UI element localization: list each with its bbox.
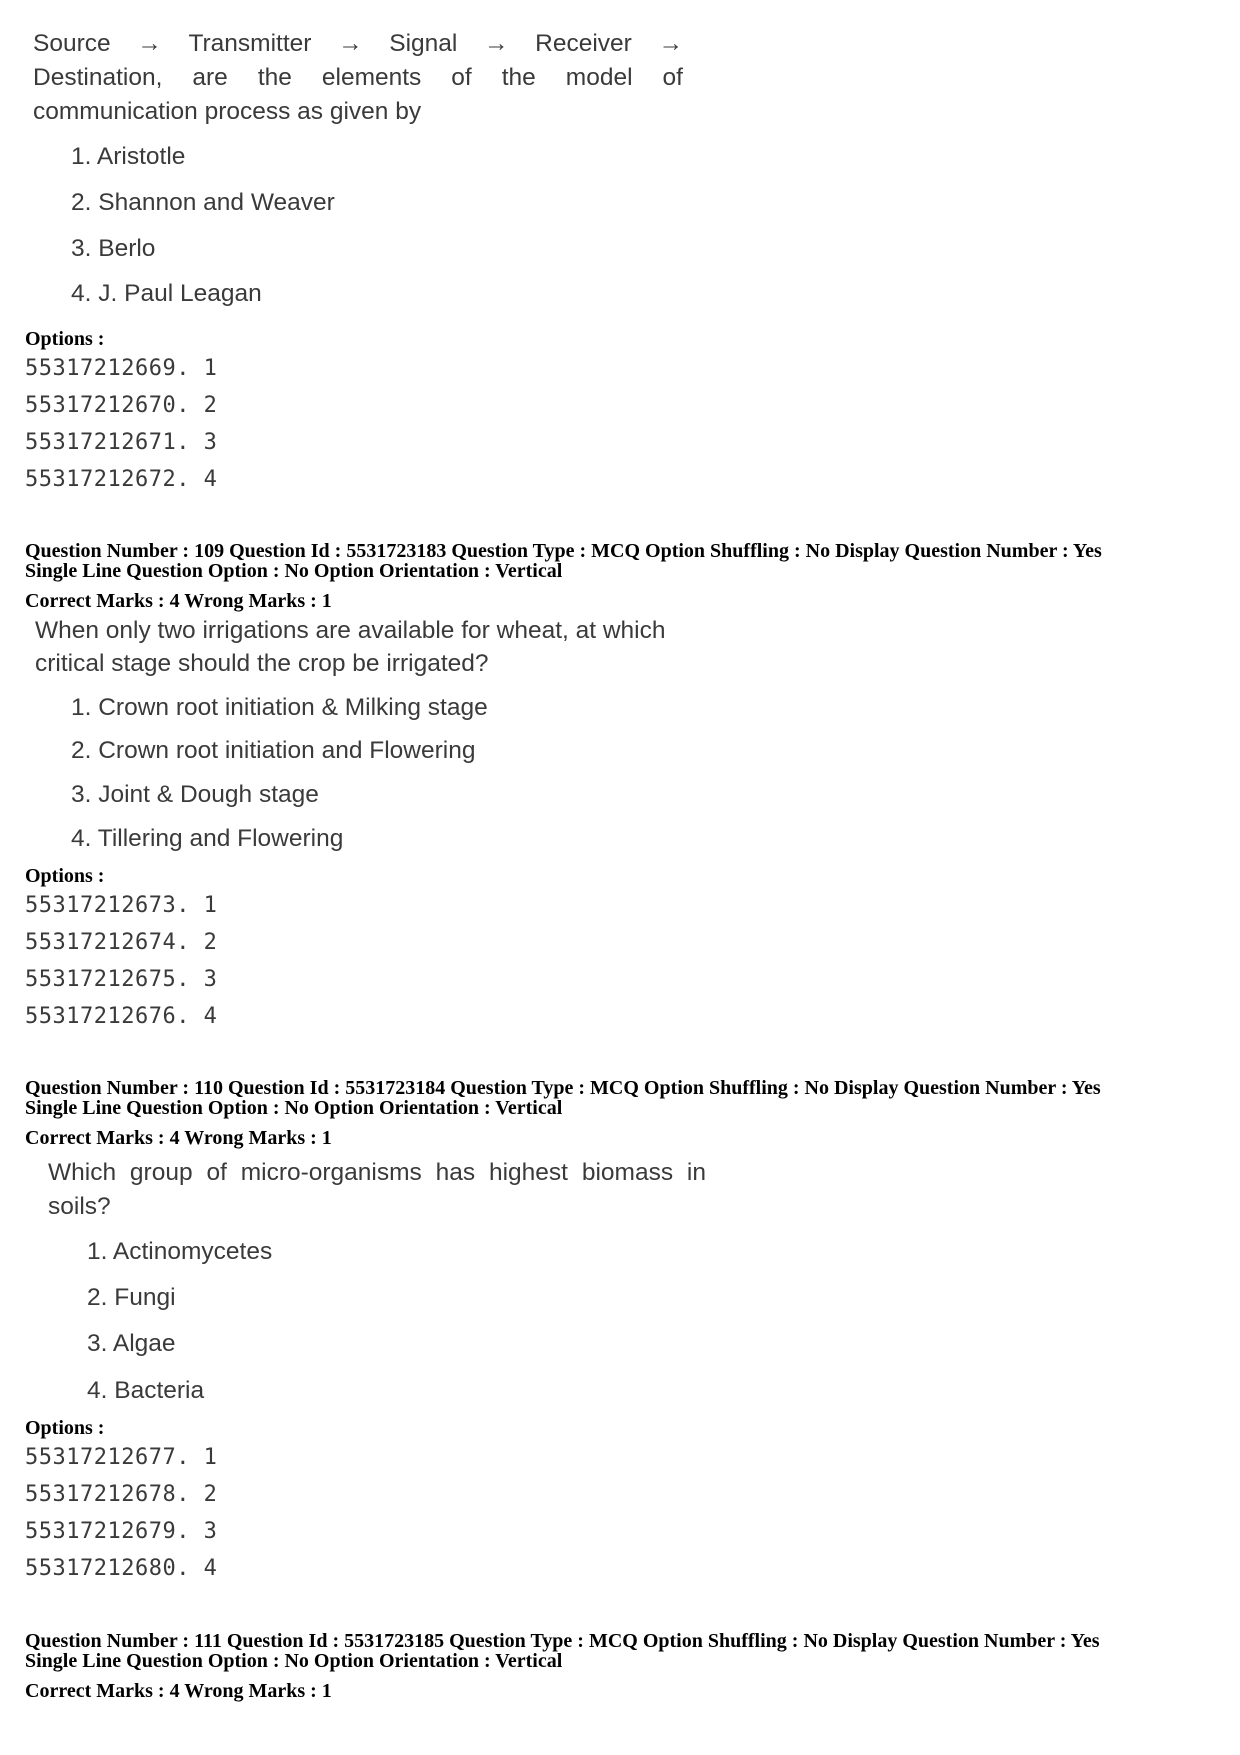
word: micro-organisms: [240, 1159, 422, 1186]
q109-option-3: 55317212675. 3: [25, 967, 218, 992]
word: Transmitter: [188, 30, 312, 57]
q110-option-4: 55317212680. 4: [25, 1556, 218, 1581]
q108-choice-2: 2. Shannon and Weaver: [71, 189, 335, 216]
q111-meta-line-2: Single Line Question Option : No Option Orientation : Vertical: [25, 1650, 563, 1672]
word: model: [565, 64, 633, 91]
q110-options-label: Options :: [25, 1417, 105, 1439]
q109-stem-line-1: When only two irrigations are available for wheat, at which: [35, 617, 666, 644]
q109-choice-3: 3. Joint & Dough stage: [71, 781, 319, 808]
q109-stem-line-2: critical stage should the crop be irrigated?: [35, 650, 489, 677]
word: of: [451, 64, 472, 91]
word: Signal: [389, 30, 458, 57]
q108-choice-3: 3. Berlo: [71, 235, 156, 262]
word: the: [501, 64, 536, 91]
q110-choice-3: 3. Algae: [87, 1330, 176, 1357]
word: of: [662, 64, 683, 91]
arrow-icon: →: [484, 30, 509, 57]
q108-choice-1: 1. Aristotle: [71, 143, 186, 170]
q109-choice-1: 1. Crown root initiation & Milking stage: [71, 694, 488, 721]
q109-marks: Correct Marks : 4 Wrong Marks : 1: [25, 590, 332, 612]
q109-options-label: Options :: [25, 865, 105, 887]
q108-option-4: 55317212672. 4: [25, 467, 218, 492]
q110-option-2: 55317212678. 2: [25, 1482, 218, 1507]
q109-choice-2: 2. Crown root initiation and Flowering: [71, 737, 476, 764]
q110-meta-line-1: Question Number : 110 Question Id : 5531723184 Question Type : MCQ Option Shuffling : No Display Question Number : Yes: [25, 1077, 1101, 1099]
q111-marks: Correct Marks : 4 Wrong Marks : 1: [25, 1680, 332, 1702]
q108-option-1: 55317212669. 1: [25, 356, 218, 381]
q108-stem-line-3: communication process as given by: [33, 98, 422, 125]
q108-stem-line-2: [33, 64, 683, 92]
word: in: [686, 1159, 706, 1186]
word: has: [435, 1159, 476, 1186]
q110-stem-line-2: soils?: [48, 1193, 111, 1220]
word: elements: [321, 64, 422, 91]
word: Which: [48, 1159, 117, 1186]
q110-option-3: 55317212679. 3: [25, 1519, 218, 1544]
q110-choice-4: 4. Bacteria: [87, 1377, 205, 1404]
q111-meta-line-1: Question Number : 111 Question Id : 5531723185 Question Type : MCQ Option Shuffling : No Display Question Number : Yes: [25, 1630, 1100, 1652]
word: group: [129, 1159, 193, 1186]
q108-stem-line-1: [33, 30, 683, 58]
q109-option-2: 55317212674. 2: [25, 930, 218, 955]
q109-option-1: 55317212673. 1: [25, 893, 218, 918]
word: Source: [33, 30, 111, 57]
word: Destination,: [33, 64, 163, 91]
word: the: [257, 64, 292, 91]
q110-meta-line-2: Single Line Question Option : No Option Orientation : Vertical: [25, 1097, 563, 1119]
word: highest: [488, 1159, 568, 1186]
word: are: [192, 64, 228, 91]
q109-meta-line-1: Question Number : 109 Question Id : 5531723183 Question Type : MCQ Option Shuffling : No Display Question Number : Yes: [25, 540, 1102, 562]
q110-stem-line-1: [48, 1159, 706, 1187]
q110-choice-1: 1. Actinomycetes: [87, 1238, 273, 1265]
q109-option-4: 55317212676. 4: [25, 1004, 218, 1029]
q108-choice-4: 4. J. Paul Leagan: [71, 280, 262, 307]
arrow-icon: →: [338, 30, 363, 57]
word: of: [206, 1159, 227, 1186]
q110-choice-2: 2. Fungi: [87, 1284, 176, 1311]
q110-option-1: 55317212677. 1: [25, 1445, 218, 1470]
q109-meta-line-2: Single Line Question Option : No Option Orientation : Vertical: [25, 560, 563, 582]
q108-option-2: 55317212670. 2: [25, 393, 218, 418]
word: biomass: [581, 1159, 674, 1186]
q110-marks: Correct Marks : 4 Wrong Marks : 1: [25, 1127, 332, 1149]
arrow-icon: →: [137, 30, 162, 57]
q108-option-3: 55317212671. 3: [25, 430, 218, 455]
word: Receiver: [535, 30, 632, 57]
arrow-icon: →: [658, 30, 683, 57]
q109-choice-4: 4. Tillering and Flowering: [71, 825, 344, 852]
q108-options-label: Options :: [25, 328, 105, 350]
